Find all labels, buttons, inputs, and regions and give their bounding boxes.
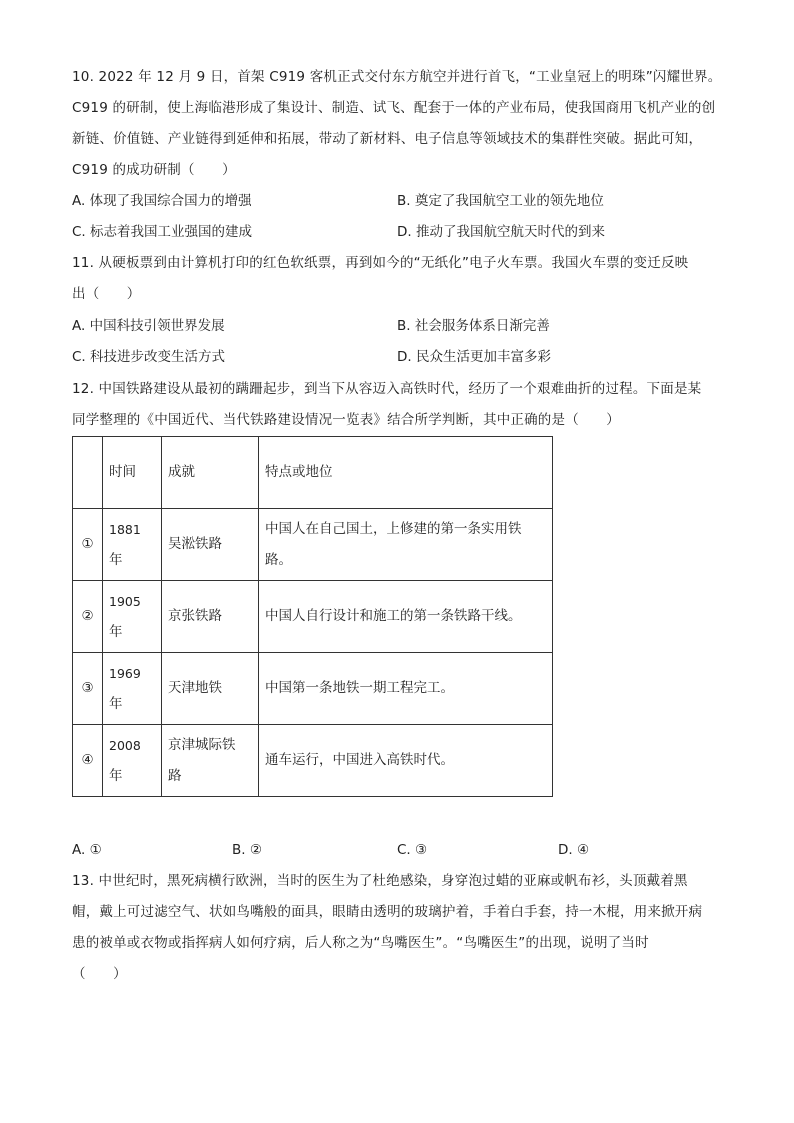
row-index: ③ — [73, 653, 103, 725]
row-feature-line-1: 中国人自行设计和施工的第一条铁路干线。 — [265, 608, 522, 624]
row-time — [103, 509, 162, 581]
row-time — [103, 581, 162, 653]
row-year-unit: 年 — [109, 695, 123, 712]
q11-line-1: 11. 从硬板票到由计算机打印的红色软纸票，再到如今的“无纸化”电子火车票。我国火车票的变迁反映 — [72, 255, 689, 271]
q10-option-b[interactable]: B. 奠定了我国航空工业的领先地位 — [397, 193, 604, 209]
row-achievement-line-1: 京津城际铁 — [168, 736, 236, 753]
row-achievement-line-1: 吴淞铁路 — [168, 536, 222, 552]
row-year-unit: 年 — [109, 623, 123, 640]
q10-options-row-1 — [72, 186, 722, 217]
row-year-unit: 年 — [109, 551, 123, 568]
q12-line-1: 12. 中国铁路建设从最初的蹒跚起步，到当下从容迈入高铁时代，经历了一个艰难曲折的过程。下面是某 — [72, 381, 702, 397]
q10-option-c[interactable]: C. 标志着我国工业强国的建成 — [72, 224, 253, 240]
row-feature-line-1: 中国第一条地铁一期工程完工。 — [265, 680, 454, 696]
row-achievement — [162, 509, 259, 581]
table-row — [73, 581, 553, 653]
row-feature — [259, 725, 553, 797]
q11-option-c[interactable]: C. 科技进步改变生活方式 — [72, 349, 226, 365]
q11-options-row-2 — [72, 342, 722, 373]
row-feature — [259, 581, 553, 653]
question-10-stem — [72, 62, 722, 186]
row-feature-line-2: 路。 — [265, 551, 292, 568]
row-time — [103, 653, 162, 725]
q12-option-a[interactable]: A. ① — [72, 842, 102, 858]
header-time: 时间 — [103, 437, 162, 509]
q12-line-2: 同学整理的《中国近代、当代铁路建设情况一览表》结合所学判断，其中正确的是（ ） — [72, 412, 620, 428]
question-13-stem — [72, 866, 722, 990]
header-achievement: 成就 — [162, 437, 259, 509]
row-feature-line-1: 通车运行，中国进入高铁时代。 — [265, 752, 454, 768]
railway-table — [72, 436, 553, 797]
row-year: 1905 — [109, 593, 141, 609]
q13-line-2: 帽，戴上可过滤空气、状如鸟嘴般的面具，眼睛由透明的玻璃护着，手着白手套，持一木棍，用来掀开病 — [72, 904, 703, 920]
question-11-stem — [72, 248, 722, 310]
q10-option-d[interactable]: D. 推动了我国航空航天时代的到来 — [397, 224, 605, 240]
row-index: ④ — [73, 725, 103, 797]
row-feature — [259, 509, 553, 581]
q10-line-3: 新链、价值链、产业链得到延伸和拓展，带动了新材料、电子信息等领域技术的集群性突破。据此可知， — [72, 131, 703, 147]
q10-line-4: C919 的成功研制（ ） — [72, 162, 236, 178]
table-row — [73, 725, 553, 797]
header-index — [73, 437, 103, 509]
q10-line-1: 10. 2022 年 12 月 9 日，首架 C919 客机正式交付东方航空并进行首飞，“工业皇冠上的明珠”闪耀世界。 — [72, 69, 722, 85]
row-achievement-line-1: 京张铁路 — [168, 608, 222, 624]
q13-line-1: 13. 中世纪时，黑死病横行欧洲，当时的医生为了杜绝感染，身穿泡过蜡的亚麻或帆布衫，头顶戴着黑 — [72, 873, 688, 889]
row-achievement — [162, 653, 259, 725]
q12-option-b[interactable]: B. ② — [232, 842, 262, 858]
row-index: ② — [73, 581, 103, 653]
q11-options-row-1 — [72, 311, 722, 342]
row-achievement-line-2: 路 — [168, 767, 182, 784]
table-row — [73, 653, 553, 725]
row-year-unit: 年 — [109, 767, 123, 784]
q11-option-a[interactable]: A. 中国科技引领世界发展 — [72, 318, 225, 334]
q10-options-row-2 — [72, 217, 722, 248]
row-index: ① — [73, 509, 103, 581]
q13-line-3: 患的被单或衣物或指挥病人如何疗病，后人称之为“鸟嘴医生”。“鸟嘴医生”的出现，说明了当时 — [72, 935, 649, 951]
row-time — [103, 725, 162, 797]
row-year: 1881 — [109, 521, 141, 537]
row-achievement — [162, 581, 259, 653]
q12-option-d[interactable]: D. ④ — [558, 842, 590, 858]
q10-option-a[interactable]: A. 体现了我国综合国力的增强 — [72, 193, 252, 209]
q12-options-row — [72, 835, 722, 866]
q10-line-2: C919 的研制，使上海临港形成了集设计、制造、试飞、配套于一体的产业布局，使我国商用飞机产业的创 — [72, 100, 716, 116]
q11-option-b[interactable]: B. 社会服务体系日渐完善 — [397, 318, 550, 334]
row-feature-line-1: 中国人在自己国土，上修建的第一条实用铁 — [265, 520, 522, 537]
row-feature — [259, 653, 553, 725]
q13-line-4: （ ） — [72, 966, 127, 982]
question-12-stem — [72, 374, 722, 436]
q11-line-2: 出（ ） — [72, 286, 141, 302]
row-year: 1969 — [109, 665, 141, 681]
row-year: 2008 — [109, 737, 141, 753]
table-header-row — [73, 437, 553, 509]
row-achievement-line-1: 天津地铁 — [168, 680, 222, 696]
table-row — [73, 509, 553, 581]
q11-option-d[interactable]: D. 民众生活更加丰富多彩 — [397, 349, 551, 365]
q12-option-c[interactable]: C. ③ — [397, 842, 428, 858]
row-achievement — [162, 725, 259, 797]
header-feature: 特点或地位 — [259, 437, 553, 509]
